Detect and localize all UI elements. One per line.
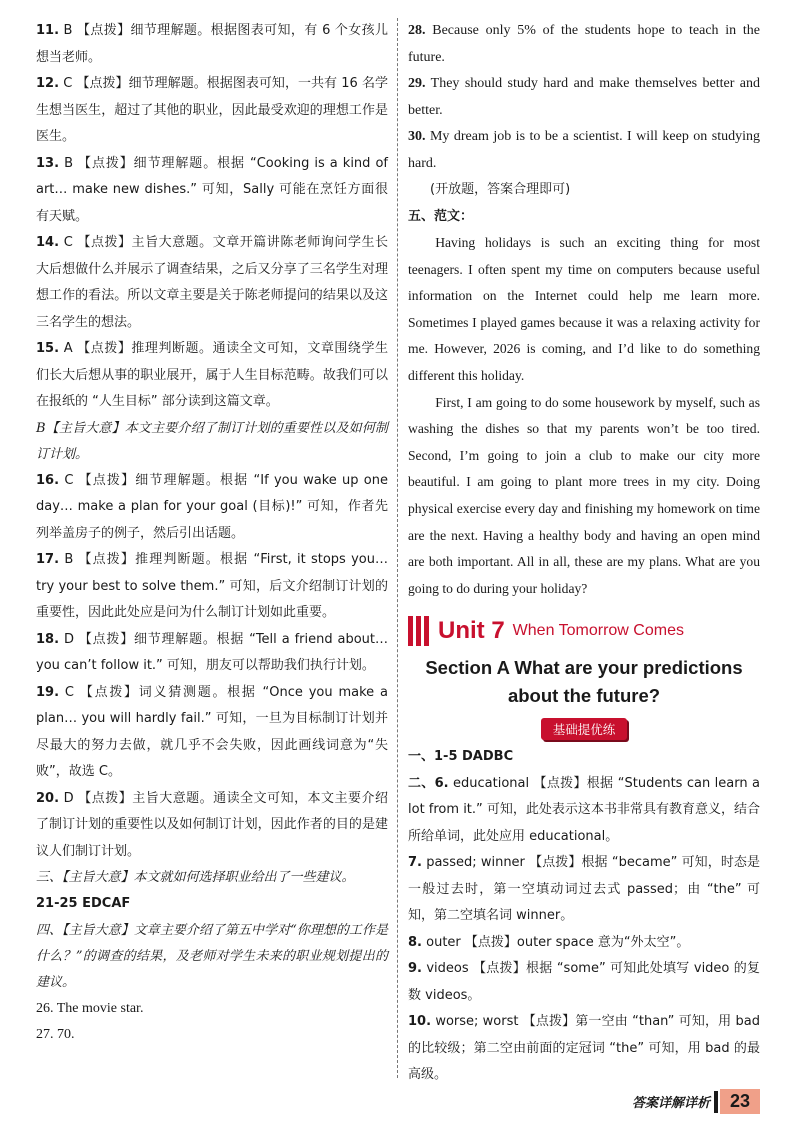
answer-number: 29.: [408, 76, 426, 91]
answer-text: C 【点拨】词义猜测题。根据 “Once you make a plan… you will hardly fail.” 可知，一旦为目标制订计划并尽最大的努力去做，就几乎不会失败，因此画线词意为“失败”，故选 C。: [36, 684, 388, 779]
essay-paragraph-1: Having holidays is such an exciting thing for most teenagers. I often spent my time on computers because useful information on the Internet could help me learn more. Sometimes I played games because it was a relaxing activity for me. However, 2026 is coming, and I’d like to do something different this holiday.: [408, 235, 760, 383]
unit-heading: [408, 616, 760, 646]
answer-item: [408, 771, 760, 851]
answer-item: [408, 1009, 760, 1089]
section1-answers: 一、1-5 DADBC: [408, 749, 514, 765]
answer-text: passed; winner 【点拨】根据 “became” 可知，时态是一般过去时，第一空填动词过去式 passed；由 “the” 可知，第二空填名词 winner。: [408, 855, 761, 924]
answer-number: 11.: [36, 23, 60, 38]
answer-number: 9.: [408, 961, 422, 977]
answer-item: [36, 18, 388, 71]
footer-label: 答案详解详析: [631, 1096, 710, 1111]
answer-27: 27. 70.: [36, 1027, 75, 1042]
answer-item: [408, 124, 760, 177]
answer-item: [36, 230, 388, 336]
answer-number: 8.: [408, 934, 422, 950]
answer-text: B 【点拨】细节理解题。根据 “Cooking is a kind of art… make new dishes.” 可知，Sally 可能在烹饪方面很有天赋。: [36, 155, 388, 224]
unit-title: Unit 7: [438, 617, 505, 645]
answer-number: 10.: [408, 1014, 432, 1030]
answer-item: [408, 956, 760, 1009]
answer-text: My dream job is to be a scientist. I will keep on studying hard.: [408, 129, 761, 171]
essay-paragraph-2: First, I am going to do some housework by myself, such as washing the dishes so that my parents won’t be too tired. Second, I’m going to join a club to make our city more beautiful. I am going to plant more trees in my city. Doing physical exercise every day and finishing my homework on time are the next. Having a healthy body and having an open mind are both important. All in all, these are my plans. What are you going to do during your holiday?: [408, 394, 760, 596]
answer-item: [36, 547, 388, 627]
answer-item: [36, 786, 388, 866]
answer-text: D 【点拨】主旨大意题。通读全文可知，本文主要介绍了制订计划的重要性以及如何制订计划，因此作者的目的是建议人们制订计划。: [36, 790, 388, 859]
section4-note: 四、【主旨大意】文章主要介绍了第五中学对“你理想的工作是什么？”的调查的结果，及老师对学生未来的职业规划提出的建议。: [36, 922, 388, 990]
answer-item: [36, 336, 388, 416]
left-column: [36, 18, 388, 1049]
section5-label: 五、范文：: [408, 208, 474, 224]
answer-item: [36, 627, 388, 680]
answer-item: [36, 680, 388, 786]
answer-number: 12.: [36, 76, 60, 91]
right-column: [408, 18, 760, 1089]
practice-badge: 基础提优练: [541, 718, 628, 740]
section3-note: 三、【主旨大意】本文就如何选择职业给出了一些建议。: [36, 870, 355, 885]
page-footer: [632, 1089, 760, 1114]
answer-number: 二、6.: [408, 775, 449, 791]
answer-number: 13.: [36, 155, 60, 171]
open-answer-note: (开放题，答案合理即可): [430, 182, 571, 197]
answer-number: 19.: [36, 684, 60, 700]
answer-item: [36, 468, 388, 548]
answer-26: 26. The movie star.: [36, 1000, 144, 1016]
answer-item: [408, 850, 760, 930]
answer-list-11-15: [36, 18, 388, 416]
unit-subtitle: When Tomorrow Comes: [512, 622, 684, 640]
unit-bar-icon: [408, 616, 430, 646]
answer-item: [408, 930, 760, 957]
answer-item: [36, 151, 388, 231]
answer-text: C 【点拨】主旨大意题。文章开篇讲陈老师询问学生长大后想做什么并展示了调查结果，之后又分享了三名学生对理想工作的看法。所以文章主要是关于陈老师提问的结果以及这三名学生的想法。: [36, 235, 388, 330]
answer-text: They should study hard and make themselves better and better.: [408, 76, 761, 118]
answer-list-28-30: [408, 18, 760, 177]
answer-number: 18.: [36, 631, 60, 647]
page-number: 23: [720, 1089, 760, 1114]
section-a-line-2: about the future?: [507, 685, 661, 707]
answer-number: 28.: [408, 23, 426, 38]
column-divider: [397, 18, 398, 1078]
footer-bar: [714, 1091, 718, 1113]
answer-list-6-10: [408, 771, 760, 1089]
answer-list-16-20: [36, 468, 388, 866]
answer-number: 14.: [36, 235, 60, 250]
answer-text: videos 【点拨】根据 “some” 可知此处填写 video 的复数 videos。: [408, 961, 760, 1003]
section-a-title: [408, 654, 760, 710]
answer-item: [408, 18, 760, 71]
answer-text: B 【点拨】细节理解题。根据图表可知，有 6 个女孩儿想当老师。: [36, 23, 388, 65]
answer-item: [408, 71, 760, 124]
answer-text: C 【点拨】细节理解题。根据图表可知，一共有 16 名学生想当医生，超过了其他的职业，因此最受欢迎的理想工作是医生。: [36, 76, 388, 144]
badge-wrap: [408, 718, 760, 740]
answer-item: [36, 71, 388, 151]
answer-text: educational 【点拨】根据 “Students can learn a lot from it.” 可知，此处表示这本书非常具有教育意义，结合所给单词，此处应用 educational。: [408, 775, 760, 844]
answer-number: 30.: [408, 129, 426, 144]
note-b-main-idea: B【主旨大意】本文主要介绍了制订计划的重要性以及如何制订计划。: [36, 420, 388, 462]
answer-text: C 【点拨】细节理解题。根据 “If you wake up one day… make a plan for your goal (目标)!” 可知，作者先列举盖房子的例子，然后引出话题。: [36, 472, 389, 541]
answer-number: 7.: [408, 855, 422, 871]
answer-text: outer 【点拨】outer space 意为“外太空”。: [426, 934, 690, 950]
answer-text: D 【点拨】细节理解题。根据 “Tell a friend about… you can’t follow it.” 可知，朋友可以帮助我们执行计划。: [36, 631, 389, 673]
answers-21-25: 21-25 EDCAF: [36, 896, 131, 911]
answer-text: B 【点拨】推理判断题。根据 “First, it stops you… try your best to solve them.” 可知，后文介绍制订计划的重要性，因此此处应是问为什么制订计划如此重要。: [36, 552, 388, 620]
answer-number: 17.: [36, 552, 60, 567]
answer-text: worse; worst 【点拨】第一空由 “than” 可知，用 bad 的比较级；第二空由前面的定冠词 “the” 可知，用 bad 的最高级。: [408, 1014, 760, 1083]
answer-text: A 【点拨】推理判断题。通读全文可知，文章围绕学生们长大后想从事的职业展开，属于人生目标范畴。故我们可以在报纸的 “人生目标” 部分读到这篇文章。: [36, 341, 388, 409]
answer-text: Because only 5% of the students hope to teach in the future.: [408, 23, 760, 65]
section-a-line-1: Section A What are your predictions: [425, 657, 743, 679]
answer-number: 20.: [36, 790, 60, 806]
answer-number: 16.: [36, 472, 60, 488]
answer-number: 15.: [36, 341, 60, 356]
